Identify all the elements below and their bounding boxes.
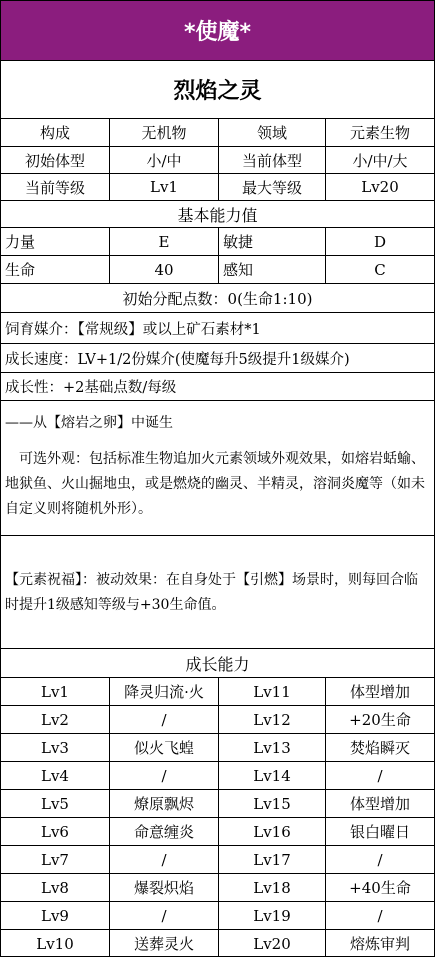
skill-left: / bbox=[110, 846, 219, 873]
level-left: Lv4 bbox=[1, 762, 110, 789]
card-title: *使魔* bbox=[1, 1, 434, 61]
level-left: Lv3 bbox=[1, 734, 110, 761]
label-life: 生命 bbox=[1, 256, 110, 283]
label-current-level: 当前等级 bbox=[1, 174, 110, 200]
level-right: Lv19 bbox=[219, 902, 326, 929]
info-row-3 bbox=[1, 174, 434, 201]
level-right: Lv12 bbox=[219, 706, 326, 733]
level-right: Lv13 bbox=[219, 734, 326, 761]
label-current-size: 当前体型 bbox=[219, 147, 326, 173]
label-perception: 感知 bbox=[219, 256, 326, 283]
growth-row bbox=[1, 373, 434, 401]
skill-left: 送葬灵火 bbox=[110, 930, 219, 957]
level-right: Lv18 bbox=[219, 874, 326, 901]
level-left: Lv1 bbox=[1, 678, 110, 705]
skill-left: 似火飞蝗 bbox=[110, 734, 219, 761]
skill-left: 爆裂炽焰 bbox=[110, 874, 219, 901]
value-strength: E bbox=[110, 228, 219, 255]
growth-row bbox=[1, 790, 434, 818]
value-max-level: Lv20 bbox=[361, 178, 399, 196]
value-current-size: 小/中/大 bbox=[352, 151, 408, 170]
feed-medium: 饲育媒介：【常规级】或以上矿石素材*1 bbox=[5, 321, 261, 338]
label-domain: 领域 bbox=[219, 119, 326, 146]
skill-right: +20生命 bbox=[349, 711, 411, 729]
info-row-2 bbox=[1, 147, 434, 174]
abilities-heading-row bbox=[1, 201, 434, 228]
skill-right: 体型增加 bbox=[349, 795, 410, 813]
level-right: Lv20 bbox=[219, 930, 326, 957]
growth-row bbox=[1, 762, 434, 790]
skill-left: 降灵归流·火 bbox=[110, 678, 219, 705]
skill-right: 熔炼审判 bbox=[349, 935, 410, 953]
speed-row bbox=[1, 344, 434, 373]
growth-heading-row bbox=[1, 649, 434, 678]
info-row-1 bbox=[1, 119, 434, 147]
skill-right: 体型增加 bbox=[349, 683, 410, 701]
label-agility: 敏捷 bbox=[219, 228, 326, 255]
label-initial-size: 初始体型 bbox=[1, 147, 110, 173]
feed-row bbox=[1, 313, 434, 344]
level-right: Lv11 bbox=[219, 678, 326, 705]
skill-right: 焚焰瞬灭 bbox=[349, 739, 410, 757]
skill-left: / bbox=[110, 706, 219, 733]
description-block bbox=[1, 401, 434, 536]
growth-row bbox=[1, 818, 434, 846]
passive-block bbox=[1, 536, 434, 649]
skill-right: / bbox=[377, 766, 383, 785]
skill-left: 命意缠炎 bbox=[110, 818, 219, 845]
growth-row bbox=[1, 678, 434, 706]
level-left: Lv9 bbox=[1, 902, 110, 929]
skill-right: +40生命 bbox=[349, 879, 411, 897]
level-right: Lv15 bbox=[219, 790, 326, 817]
growth-heading: 成长能力 bbox=[185, 654, 250, 674]
origin-text: ——从【熔岩之卵】中诞生 bbox=[5, 415, 173, 431]
skill-left: / bbox=[110, 762, 219, 789]
growth-row bbox=[1, 874, 434, 902]
label-max-level: 最大等级 bbox=[219, 174, 326, 200]
level-left: Lv8 bbox=[1, 874, 110, 901]
initial-points: 初始分配点数：0(生命1:10) bbox=[122, 289, 313, 308]
value-agility: D bbox=[373, 232, 387, 251]
passive-text: 【元素祝福】：被动效果：在自身处于【引燃】场景时，则每回合临时提升1级感知等级与+30生命值。 bbox=[5, 572, 418, 613]
level-left: Lv6 bbox=[1, 818, 110, 845]
level-left: Lv7 bbox=[1, 846, 110, 873]
level-left: Lv2 bbox=[1, 706, 110, 733]
value-composition: 无机物 bbox=[110, 119, 219, 146]
level-right: Lv17 bbox=[219, 846, 326, 873]
skill-right: / bbox=[377, 906, 383, 925]
points-row bbox=[1, 284, 434, 313]
growth-row bbox=[1, 706, 434, 734]
level-left: Lv5 bbox=[1, 790, 110, 817]
skill-left: 燎原飘烬 bbox=[110, 790, 219, 817]
abilities-row-1 bbox=[1, 228, 434, 256]
skill-right: 银白曜日 bbox=[349, 823, 410, 841]
level-right: Lv16 bbox=[219, 818, 326, 845]
growth-row bbox=[1, 846, 434, 874]
skill-right: / bbox=[377, 850, 383, 869]
skill-left: / bbox=[110, 902, 219, 929]
abilities-heading: 基本能力值 bbox=[177, 205, 258, 225]
value-perception: C bbox=[374, 260, 386, 279]
label-strength: 力量 bbox=[1, 228, 110, 255]
value-domain: 元素生物 bbox=[349, 124, 410, 142]
abilities-row-2 bbox=[1, 256, 434, 284]
creature-name: 烈焰之灵 bbox=[1, 61, 434, 119]
growth-row bbox=[1, 734, 434, 762]
label-composition: 构成 bbox=[1, 119, 110, 146]
level-left: Lv10 bbox=[1, 930, 110, 957]
growth-row bbox=[1, 902, 434, 930]
growth-speed: 成长速度：LV+1/2份媒介(使魔每升5级提升1级媒介) bbox=[5, 351, 350, 368]
level-right: Lv14 bbox=[219, 762, 326, 789]
growth-rate: 成长性：+2基础点数/每级 bbox=[5, 380, 177, 396]
value-initial-size: 小/中 bbox=[110, 147, 219, 173]
growth-row bbox=[1, 930, 434, 957]
value-current-level: Lv1 bbox=[110, 174, 219, 200]
appearance-text: 可选外观：包括标准生物追加火元素领域外观效果，如熔岩蛞蝓、地狱鱼、火山掘地虫，或是燃烧的幽灵、半精灵，溶洞炎魔等（如未自定义则将随机外形）。 bbox=[5, 451, 425, 517]
value-life: 40 bbox=[110, 256, 219, 283]
